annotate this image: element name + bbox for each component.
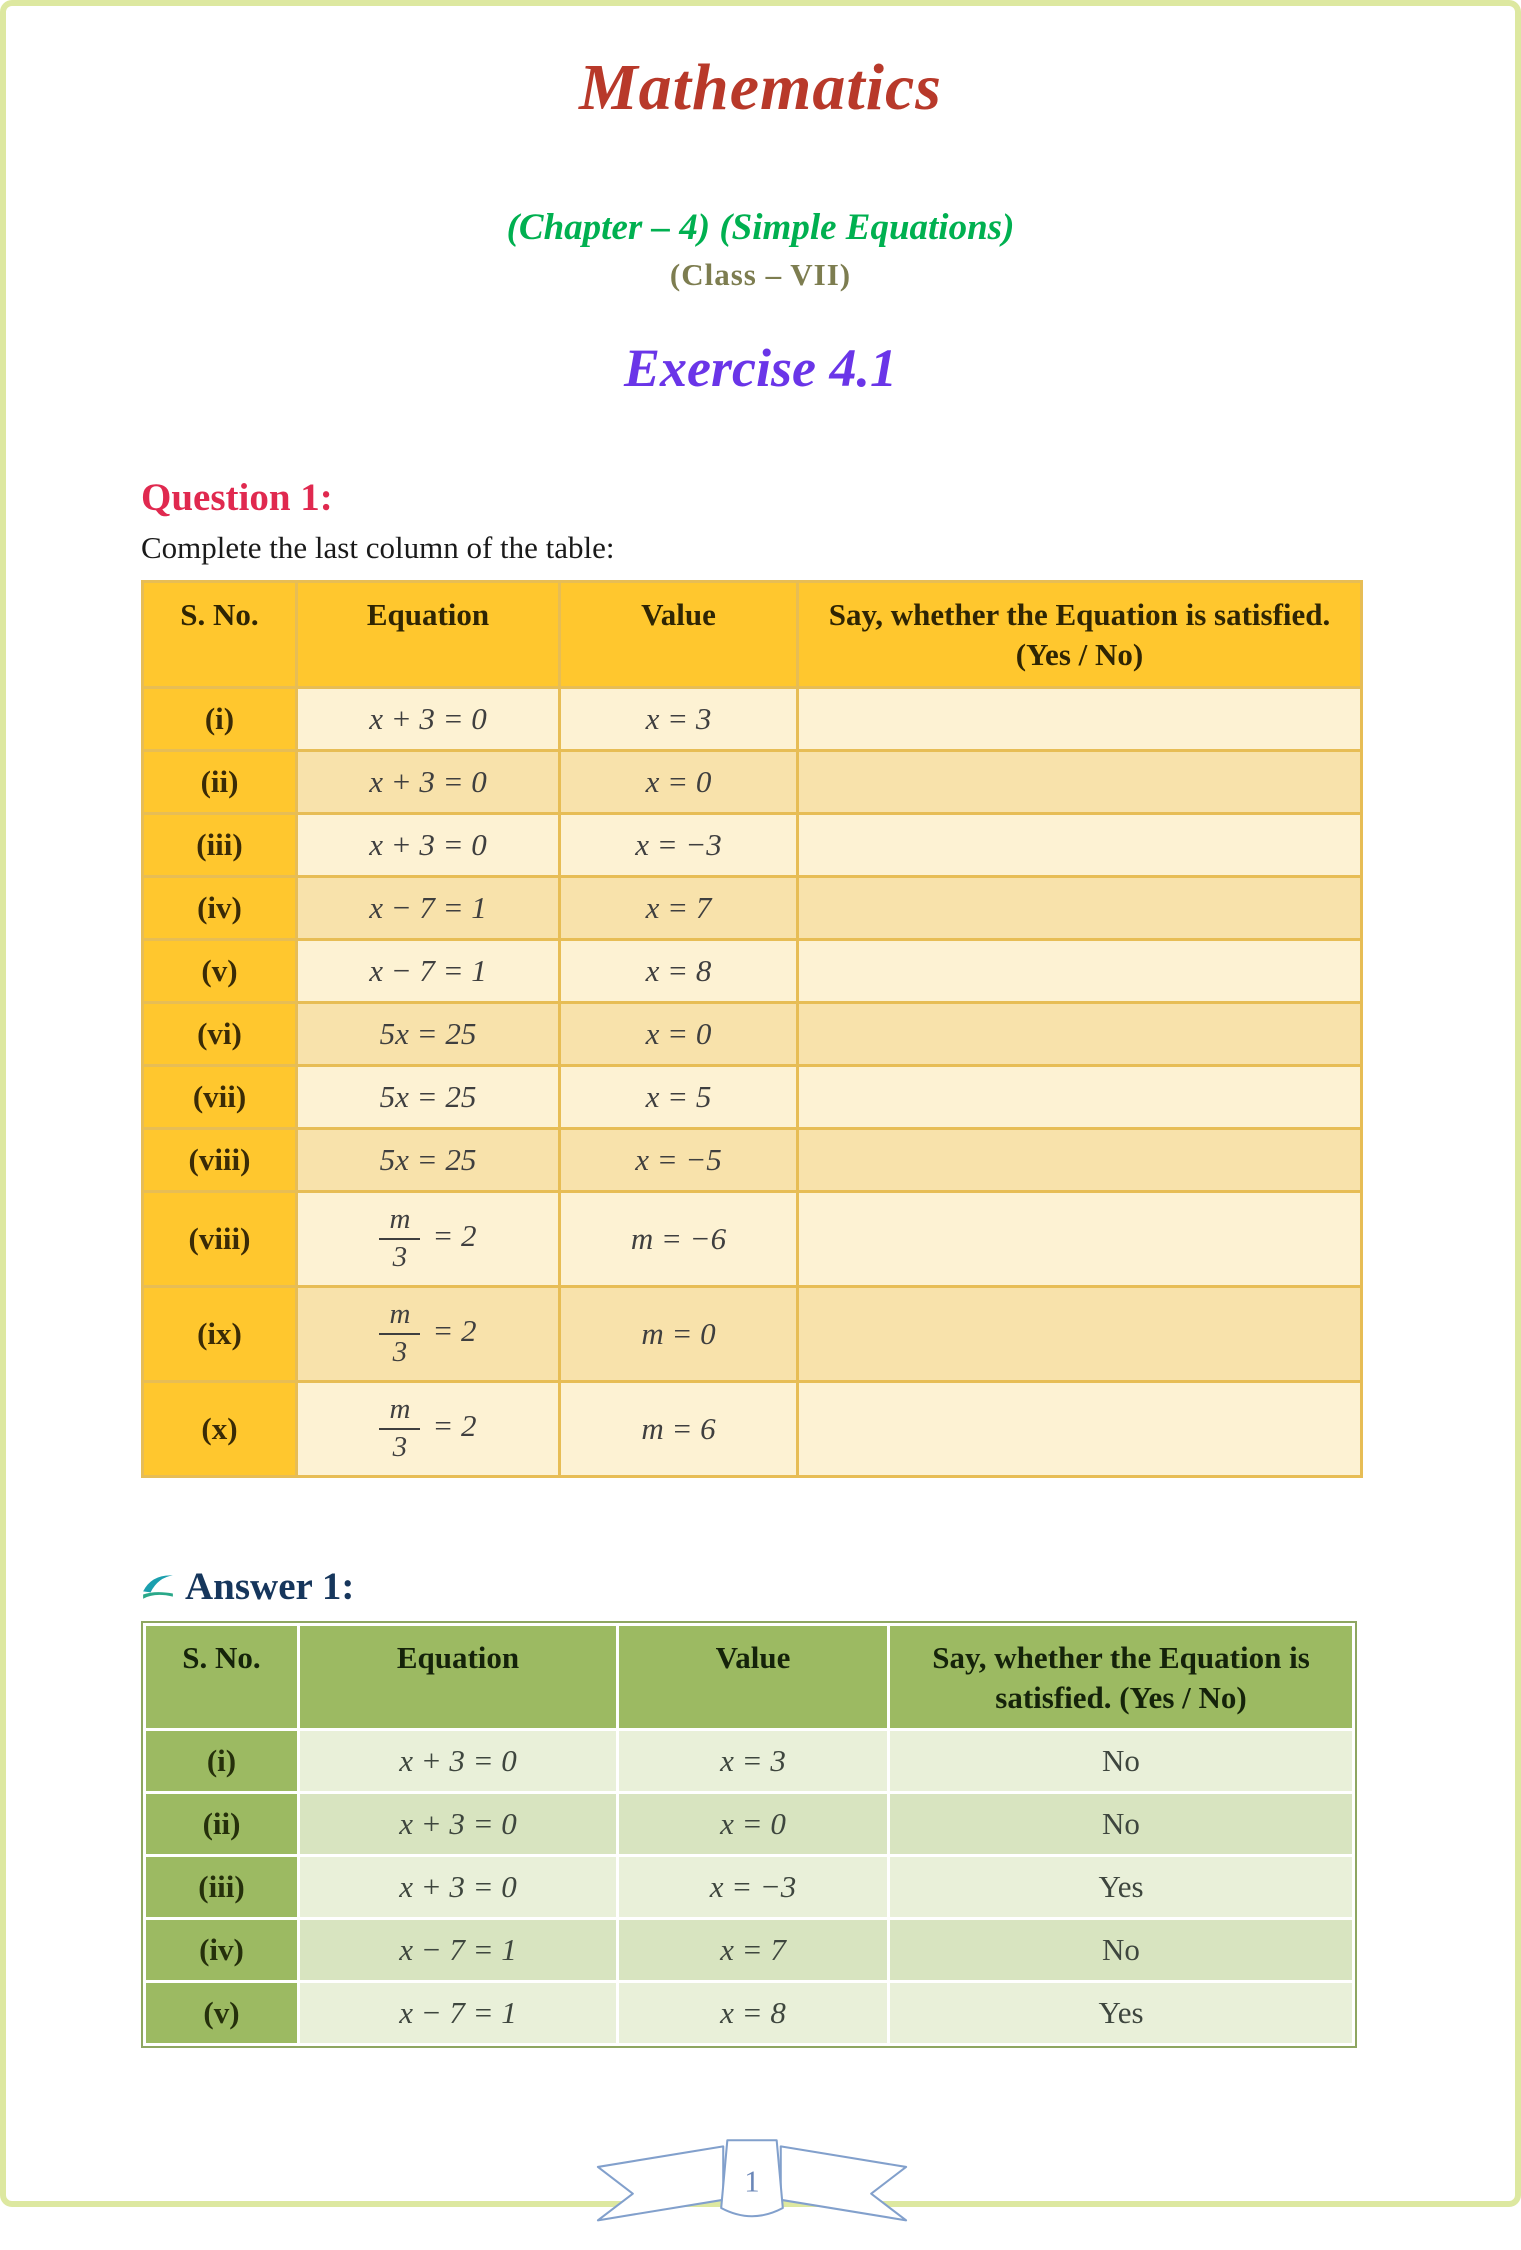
row-sno: (v) bbox=[144, 941, 295, 1001]
row-sno: (iii) bbox=[144, 815, 295, 875]
table-row bbox=[144, 689, 1360, 749]
table-row bbox=[144, 1383, 1360, 1475]
row-answer bbox=[799, 878, 1360, 938]
fraction-equation: $\frac{m}{3}$ = 2 bbox=[379, 1313, 476, 1348]
table-row bbox=[144, 1193, 1360, 1285]
page-number-ribbon bbox=[587, 2132, 917, 2250]
row-value: m = 6 bbox=[561, 1383, 796, 1475]
table-row bbox=[144, 815, 1360, 875]
row-equation: 5x = 25 bbox=[298, 1067, 558, 1127]
row-value: x = 3 bbox=[561, 689, 796, 749]
row-equation bbox=[298, 1193, 558, 1285]
row-sno: (vii) bbox=[144, 1067, 295, 1127]
brand-logo-icon bbox=[141, 1569, 175, 1603]
table-row bbox=[144, 878, 1360, 938]
table-row bbox=[146, 1794, 1352, 1854]
table-row bbox=[144, 941, 1360, 1001]
row-answer: Yes bbox=[890, 1983, 1352, 2043]
row-sno: (v) bbox=[146, 1983, 297, 2043]
class-subtitle: (Class – VII) bbox=[669, 257, 852, 292]
answer-table bbox=[141, 1621, 1357, 2049]
page-title: Mathematics bbox=[578, 51, 942, 124]
col-header-sno: S. No. bbox=[144, 583, 295, 686]
row-sno: (viii) bbox=[144, 1193, 295, 1285]
row-answer: No bbox=[890, 1794, 1352, 1854]
table-row bbox=[146, 1857, 1352, 1917]
fraction: $\frac{m}{3}$ bbox=[379, 1299, 420, 1369]
row-value: x = 0 bbox=[561, 752, 796, 812]
row-sno: (iv) bbox=[144, 878, 295, 938]
table-row bbox=[144, 1130, 1360, 1190]
table-row bbox=[146, 1920, 1352, 1980]
row-equation: x − 7 = 1 bbox=[300, 1983, 616, 2043]
row-answer: Yes bbox=[890, 1857, 1352, 1917]
fraction: $\frac{m}{3}$ bbox=[379, 1204, 420, 1274]
row-value: x = 8 bbox=[619, 1983, 887, 2043]
row-answer bbox=[799, 1288, 1360, 1380]
col-header-value: Value bbox=[619, 1626, 887, 1729]
exercise-title: Exercise 4.1 bbox=[624, 338, 897, 398]
row-answer: No bbox=[890, 1731, 1352, 1791]
col-header-equation: Equation bbox=[298, 583, 558, 686]
row-value: m = 0 bbox=[561, 1288, 796, 1380]
row-value: x = 0 bbox=[619, 1794, 887, 1854]
ribbon-left-wing bbox=[598, 2147, 723, 2221]
row-sno: (iv) bbox=[146, 1920, 297, 1980]
row-equation: 5x = 25 bbox=[298, 1130, 558, 1190]
row-value: m = −6 bbox=[561, 1193, 796, 1285]
row-sno: (vi) bbox=[144, 1004, 295, 1064]
fraction: $\frac{m}{3}$ bbox=[379, 1394, 420, 1464]
row-sno: (viii) bbox=[144, 1130, 295, 1190]
row-equation: x + 3 = 0 bbox=[298, 752, 558, 812]
row-equation: x + 3 = 0 bbox=[298, 689, 558, 749]
row-equation: x + 3 = 0 bbox=[300, 1731, 616, 1791]
row-answer bbox=[799, 941, 1360, 1001]
table-row bbox=[146, 1731, 1352, 1791]
row-value: x = −3 bbox=[619, 1857, 887, 1917]
row-equation bbox=[298, 1383, 558, 1475]
col-header-satisfied: Say, whether the Equation is satisfied. (Yes / No) bbox=[799, 583, 1360, 686]
question-table bbox=[141, 580, 1363, 1478]
row-sno: (ii) bbox=[146, 1794, 297, 1854]
table-row bbox=[144, 1067, 1360, 1127]
row-value: x = 7 bbox=[619, 1920, 887, 1980]
row-equation: x − 7 = 1 bbox=[300, 1920, 616, 1980]
ribbon-right-wing bbox=[781, 2147, 906, 2221]
table-row bbox=[146, 1983, 1352, 2043]
row-value: x = −3 bbox=[561, 815, 796, 875]
table-row bbox=[144, 1004, 1360, 1064]
row-equation bbox=[298, 1288, 558, 1380]
fraction-equation: $\frac{m}{3}$ = 2 bbox=[379, 1218, 476, 1253]
col-header-sno: S. No. bbox=[146, 1626, 297, 1729]
table-row bbox=[144, 752, 1360, 812]
row-answer bbox=[799, 815, 1360, 875]
row-equation: x + 3 = 0 bbox=[300, 1794, 616, 1854]
page bbox=[6, 50, 1515, 2250]
row-answer bbox=[799, 1383, 1360, 1475]
row-value: x = 7 bbox=[561, 878, 796, 938]
row-value: x = 3 bbox=[619, 1731, 887, 1791]
row-sno: (i) bbox=[146, 1731, 297, 1791]
row-sno: (i) bbox=[144, 689, 295, 749]
page-number: 1 bbox=[744, 2164, 760, 2199]
row-answer bbox=[799, 1130, 1360, 1190]
row-answer: No bbox=[890, 1920, 1352, 1980]
row-answer bbox=[799, 752, 1360, 812]
question-label: Question 1: bbox=[141, 476, 333, 519]
row-sno: (iii) bbox=[146, 1857, 297, 1917]
row-equation: x + 3 = 0 bbox=[298, 815, 558, 875]
row-equation: 5x = 25 bbox=[298, 1004, 558, 1064]
answer-label: Answer 1: bbox=[185, 1564, 355, 1608]
row-equation: x + 3 = 0 bbox=[300, 1857, 616, 1917]
question-text: Complete the last column of the table: bbox=[141, 530, 615, 565]
row-sno: (x) bbox=[144, 1383, 295, 1475]
fraction-equation: $\frac{m}{3}$ = 2 bbox=[379, 1408, 476, 1443]
row-sno: (ix) bbox=[144, 1288, 295, 1380]
row-value: x = 5 bbox=[561, 1067, 796, 1127]
row-sno: (ii) bbox=[144, 752, 295, 812]
row-answer bbox=[799, 689, 1360, 749]
row-answer bbox=[799, 1193, 1360, 1285]
content-area bbox=[141, 475, 1363, 2250]
row-equation: x − 7 = 1 bbox=[298, 878, 558, 938]
table-row bbox=[144, 1288, 1360, 1380]
row-value: x = 0 bbox=[561, 1004, 796, 1064]
row-answer bbox=[799, 1004, 1360, 1064]
col-header-satisfied: Say, whether the Equation is satisfied. (Yes / No) bbox=[890, 1626, 1352, 1729]
row-answer bbox=[799, 1067, 1360, 1127]
answer-table-header-row bbox=[146, 1626, 1352, 1729]
row-value: x = −5 bbox=[561, 1130, 796, 1190]
question-table-header-row bbox=[144, 583, 1360, 686]
chapter-subtitle: (Chapter – 4) (Simple Equations) bbox=[506, 207, 1015, 248]
row-value: x = 8 bbox=[561, 941, 796, 1001]
col-header-value: Value bbox=[561, 583, 796, 686]
row-equation: x − 7 = 1 bbox=[298, 941, 558, 1001]
col-header-equation: Equation bbox=[300, 1626, 616, 1729]
